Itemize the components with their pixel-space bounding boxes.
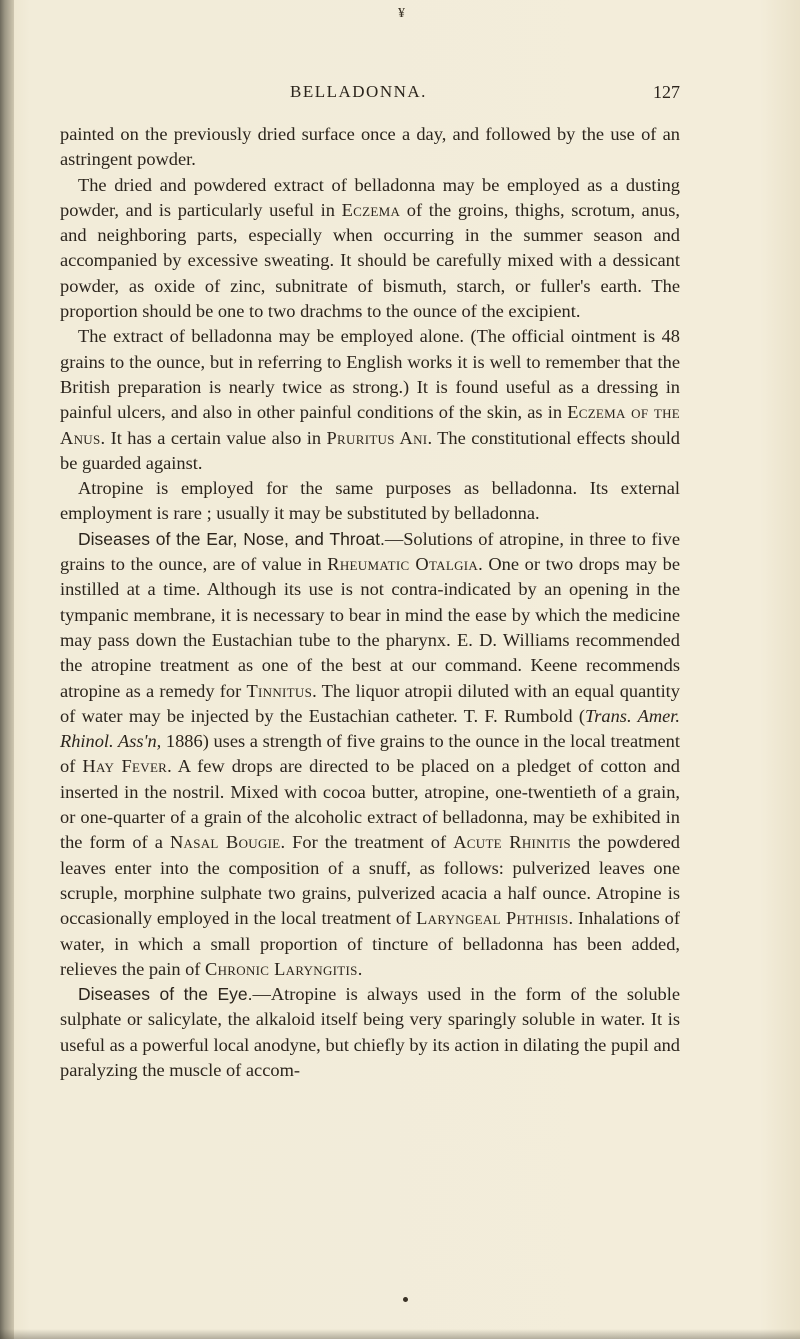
page-binding-edge: [0, 0, 14, 1339]
paragraph-5-mid7: . Inhalations of water, in which a small proportion of tincture of belladonna has been added, relieves the pain of: [60, 908, 680, 979]
term-laryngeal-phthisis: Laryngeal Phthisis: [416, 908, 569, 929]
paragraph-5-mid2: . The liquor atropii diluted with an equal quantity of water may be injected by the Eustachian catheter. T. F. Rumbold (: [60, 680, 680, 726]
body-text: [60, 122, 680, 1083]
paragraph-1-text: painted on the previously dried surface once a day, and followed by the use of an astringent powder.: [60, 124, 680, 170]
paragraph-4: [60, 476, 680, 527]
paragraph-5: [60, 527, 680, 982]
term-hay-fever: Hay Fever: [82, 756, 168, 777]
term-eczema-of-the-anus: Eczema of the Anus: [60, 402, 681, 448]
term-pruritus-ani: Pruritus Ani: [326, 427, 428, 448]
paragraph-3-post: . The constitutional effects should be guarded against.: [60, 427, 680, 473]
paragraph-3-mid: . It has a certain value also in: [100, 427, 327, 448]
paragraph-5-mid4: . A few drops are directed to be placed on a pledget of cotton and inserted in the nostril. Mixed with cocoa butter, atropine, one-twentieth of a grain, or one-quarter of a grain of the alcoholic extract of belladonna, may be exhibited in the form of a: [60, 756, 680, 853]
paragraph-6: [60, 982, 680, 1083]
top-mark: ¥: [398, 6, 405, 21]
paragraph-3-pre: The extract of belladonna may be employed alone. (The official ointment is 48 grains to the ounce, but in referring to English works it is well to remember that the British preparation is nearly twice as strong.) It is found useful as a dressing in painful ulcers, and also in other painful conditions of the skin, as in: [60, 326, 680, 423]
section-heading-ear-nose-throat: Diseases of the Ear, Nose, and Throat.: [78, 528, 385, 549]
term-eczema: Eczema: [341, 199, 401, 220]
paragraph-2: [60, 173, 680, 325]
paragraph-5-mid5: . For the treatment of: [280, 832, 454, 853]
paragraph-4-text: Atropine is employed for the same purposes as belladonna. Its external employment is rare ; usually it may be substituted by belladonna.: [60, 478, 680, 524]
page-number: 127: [653, 82, 680, 102]
paragraph-5-mid6: the powdered leaves enter into the composition of a snuff, as follows: pulverized leaves one scruple, morphine sulphate two grains, pulverized acacia a half ounce. Atropine is occasionally employed in the local treatment of: [60, 832, 680, 929]
paragraph-5-mid3: 1886) uses a strength of five grains to the ounce in the local treatment of: [60, 731, 680, 777]
paragraph-6-post: —Atropine is always used in the form of the soluble sulphate or salicylate, the alkaloid itself being very sparingly soluble in water. It is useful as a powerful local anodyne, but chiefly by its action in dilating the pupil and paralyzing the muscle of accom-: [60, 984, 680, 1080]
paragraph-5-mid: . One or two drops may be instilled at a time. Although its use is not contra-indicated by an opening in the tympanic membrane, it is necessary to bear in mind the ease by which the medicine may pass down the Eustachian tube to the pharynx. E. D. Williams recommended the atropine treatment as one of the best at our command. Keene recommends atropine as a remedy for: [60, 554, 680, 701]
term-nasal-bougie: Nasal Bougie: [169, 832, 281, 853]
section-heading-eye: Diseases of the Eye.: [78, 984, 253, 1005]
paragraph-2-pre: The dried and powdered extract of belladonna may be employed as a dusting powder, and is particularly useful in: [60, 174, 680, 220]
term-tinnitus: Tinnitus: [246, 680, 313, 701]
paragraph-1: [60, 122, 680, 173]
paragraph-2-post: of the groins, thighs, scrotum, anus, and neighboring parts, especially when occurring in the summer season and accompanied by excessive sweating. It should be carefully mixed with a dessicant powder, as oxide of zinc, subnitrate of bismuth, starch, or fuller's earth. The proportion should be one to two drachms to the ounce of the excipient.: [60, 199, 680, 322]
paragraph-3: [60, 324, 680, 476]
paragraph-5-post: .: [357, 958, 363, 979]
paragraph-5-pre: —Solutions of atropine, in three to five grains to the ounce, are of value in: [60, 528, 680, 575]
term-chronic-laryngitis: Chronic Laryngitis: [205, 958, 358, 979]
citation-title: Trans. Amer. Rhinol. Ass'n,: [60, 705, 680, 752]
page-bottom-shadow: [0, 1329, 800, 1339]
term-rheumatic-otalgia: Rheumatic Otalgia: [327, 554, 479, 575]
running-title: BELLADONNA.: [290, 82, 427, 101]
ink-dot: [403, 1297, 408, 1302]
page-header: [60, 82, 680, 110]
term-acute-rhinitis: Acute Rhinitis: [453, 832, 571, 853]
